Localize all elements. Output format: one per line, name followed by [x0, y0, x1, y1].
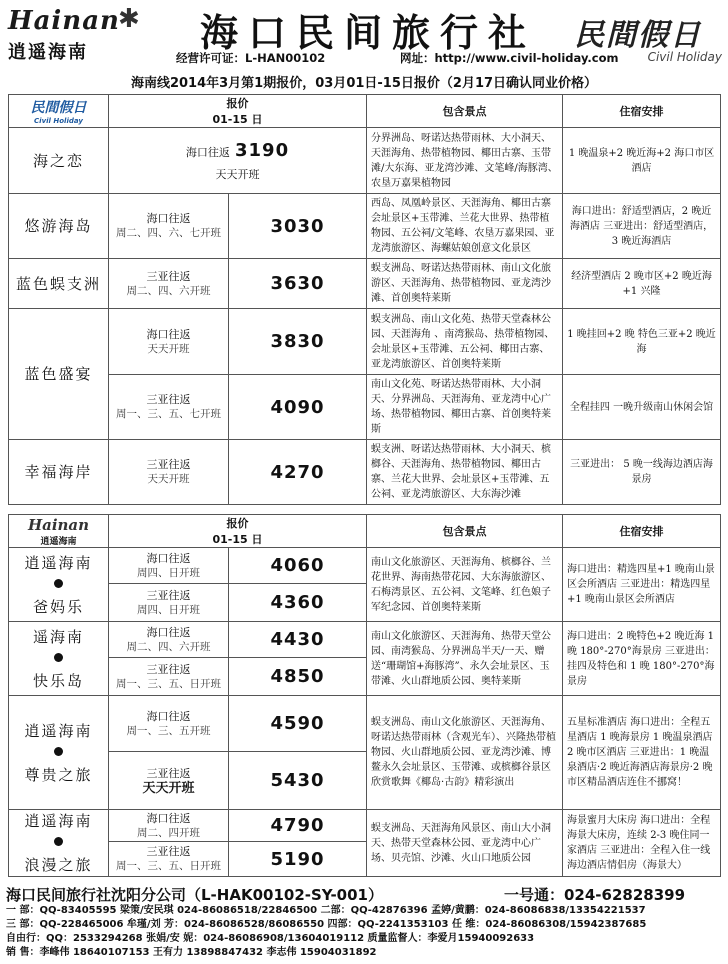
spots-cell: 蜈支洲岛、南山文化苑、热带天堂森林公园、天涯海角 、南湾猴岛、热带植物园、会址景区+玉带滩、五公祠、椰田古寨、亚龙湾旅游区、首创奥特莱斯 [367, 309, 563, 375]
palm-icon: ✱ [118, 4, 140, 34]
route-name: 海之恋 [9, 128, 109, 194]
departure-cell: 三亚往返 天天开班 [109, 752, 229, 810]
contact-line: 三 部：QQ-228465006 牟瑾/刘 芳：024-86086528/86086550 四部：QQ-2241353103 任 维：024-86086308/15942387685 [6, 919, 647, 930]
route-name: 蓝色蜈支洲 [9, 259, 109, 309]
spots-cell: 蜈支洲、呀诺达热带雨林、大小洞天、槟榔谷、天涯海角、热带植物园、椰田古寨、兰花大世界、会址景区+玉带滩、五公祠、亚龙湾旅游区、大东海沙滩 [367, 440, 563, 505]
bullet-icon [54, 579, 63, 588]
price-value: 4270 [229, 440, 367, 505]
stay-cell: 海口进出：2 晚特色+2 晚近海 1 晚 180°-270°海景房 三亚进出：挂四及特色和 1 晚 180°-270°海景房 [563, 622, 721, 696]
table-row [9, 548, 721, 584]
t1-spots-header: 包含景点 [367, 95, 563, 128]
price-value: 5430 [229, 752, 367, 810]
spots-cell: 南山文化旅游区、天涯海角、热带天堂公园、南湾猴岛、分界洲岛半天/一天、赠送“珊瑚馆+海豚湾”、永久会址景区、玉带滩、火山群地质公园、奥特莱斯 [367, 622, 563, 696]
price-value: 4790 [229, 810, 367, 842]
bullet-icon [54, 747, 63, 756]
table-row [9, 440, 721, 505]
price-value: 4850 [229, 658, 367, 696]
route-name: 逍遥海南 浪漫之旅 [9, 810, 109, 877]
route-name: 遥海南 快乐岛 [9, 622, 109, 696]
departure-cell: 海口往返 周四、日开班 [109, 548, 229, 584]
license: 经营许可证：L-HAN00102 [176, 51, 326, 65]
departure-cell: 海口往返 周二、四、六、七开班 [109, 194, 229, 259]
spots-cell: 南山文化旅游区、天涯海角、槟榔谷、兰花世界、海南热带花园、大东海旅游区、石梅湾景区、五公祠、文笔峰、红色娘子军纪念园、首创奥特莱斯 [367, 548, 563, 622]
stay-cell: 1 晚挂回+2 晚 特色三亚+2 晚近海 [563, 309, 721, 375]
price-value: 4430 [229, 622, 367, 658]
spots-cell: 分界洲岛、呀诺达热带雨林、大小洞天、天涯海角、热带植物园、椰田古寨、玉带滩/大东海、亚龙湾沙滩、文笔峰/海豚湾、农垦万嘉果植物园 [367, 128, 563, 194]
t1-logo: 民間假日 Civil Holiday [9, 95, 109, 128]
departure-cell: 三亚往返 周二、四、六开班 [109, 259, 229, 309]
contact-line: 自由行：QQ：2533294268 张娟/安 妮：024-86086908/13604019112 质量监督人：李爱月15940092633 [6, 933, 535, 944]
price-cell: 海口往返 3190 天天开班 [109, 128, 367, 194]
brand-cn: 民間假日 [574, 18, 702, 53]
spots-cell: 蜈支洲岛、南山文化旅游区、天涯海角、呀诺达热带雨林（含观光车）、兴隆热带植物园、火山群地质公园、亚龙湾沙滩、博鳌永久会址景区、玉带滩、或槟榔谷景区欣赏歌舞《椰岛·古韵》精彩演出 [367, 696, 563, 810]
logo-cn: 逍遥海南 [8, 42, 88, 63]
departure-cell: 三亚往返 周一、三、五、日开班 [109, 658, 229, 696]
departure-cell: 三亚往返 周一、三、五、日开班 [109, 842, 229, 877]
table-row [9, 194, 721, 259]
table-row [9, 375, 721, 440]
t2-price-header: 报价 01-15 日 [109, 515, 367, 548]
route-name: 蓝色盛宴 [9, 309, 109, 440]
price-value: 4090 [229, 375, 367, 440]
t2-logo: Hainan 逍遥海南 [9, 515, 109, 548]
t1-stay-header: 住宿安排 [563, 95, 721, 128]
stay-cell: 海口进出：精选四星+1 晚南山景区会所酒店 三亚进出：精选四星+1 晚南山景区会所酒店 [563, 548, 721, 622]
page-title: 海口民间旅行社 [200, 10, 537, 55]
departure-cell: 三亚往返 天天开班 [109, 440, 229, 505]
spots-cell: 西岛、凤凰岭景区、天涯海角、椰田古寨会址景区+玉带滩、兰花大世界、热带植物园、五公祠/文笔峰、农垦万嘉果园、亚龙湾旅游区、海螺姑娘创意文化景区 [367, 194, 563, 259]
subtitle: 海南线2014年3月第1期报价，03月01日-15日报价（2月17日确认同业价格） [130, 76, 598, 91]
website: 网址：http://www.civil-holiday.com [400, 51, 619, 65]
price-value: 3030 [229, 194, 367, 259]
table-row [9, 128, 721, 194]
departure-cell: 海口往返 天天开班 [109, 309, 229, 375]
contact-line: 销 售：李峰伟 18640107153 王有力 13898847432 李志伟 15904031892 [6, 947, 377, 958]
stay-cell: 经济型酒店 2 晚市区+2 晚近海+1 兴隆 [563, 259, 721, 309]
hotline: 一号通：024-62828399 [504, 886, 686, 904]
route-name: 幸福海岸 [9, 440, 109, 505]
bullet-icon [54, 837, 63, 846]
price-value: 4360 [229, 584, 367, 622]
price-table-1 [8, 94, 721, 505]
t2-stay-header: 住宿安排 [563, 515, 721, 548]
departure-cell: 海口往返 周二、四、六开班 [109, 622, 229, 658]
stay-cell: 三亚进出： 5 晚一线海边酒店海景房 [563, 440, 721, 505]
table-row [9, 259, 721, 309]
spots-cell: 蜈支洲岛、天涯海角风景区、南山大小洞天、热带天堂森林公园、亚龙湾中心广场、贝壳馆、沙滩、火山口地质公园 [367, 810, 563, 877]
brand-en: Civil Holiday [647, 50, 722, 64]
departure-cell: 海口往返 周二、四开班 [109, 810, 229, 842]
t1-price-header: 报价 01-15 日 [109, 95, 367, 128]
t2-spots-header: 包含景点 [367, 515, 563, 548]
table-row [9, 696, 721, 752]
price-value: 5190 [229, 842, 367, 877]
civil-holiday-logo [574, 10, 722, 70]
stay-cell: 1 晚温泉+2 晚近海+2 海口市区酒店 [563, 128, 721, 194]
bullet-icon [54, 653, 63, 662]
table-row [9, 622, 721, 658]
stay-cell: 全程挂四 一晚升级南山休闲会馆 [563, 375, 721, 440]
route-name: 逍遥海南 爸妈乐 [9, 548, 109, 622]
stay-cell: 海口进出：舒适型酒店，2 晚近海酒店 三亚进出：舒适型酒店，3 晚近海酒店 [563, 194, 721, 259]
departure-cell: 三亚往返 周一、三、五、七开班 [109, 375, 229, 440]
route-name: 逍遥海南 尊贵之旅 [9, 696, 109, 810]
stay-cell: 五星标准酒店 海口进出：全程五星酒店 1 晚海景房 1 晚温泉酒店 2 晚市区酒店 三亚进出：1 晚温泉酒店·2 晚近海酒店海景房·2 晚市区精品酒店连住不挪窝！ [563, 696, 721, 810]
price-value: 4590 [229, 696, 367, 752]
route-name: 悠游海岛 [9, 194, 109, 259]
price-value: 3630 [229, 259, 367, 309]
price-value: 4060 [229, 548, 367, 584]
table-row [9, 309, 721, 375]
table-row [9, 810, 721, 842]
contact-line: 一 部：QQ-83405595 梁策/安民琪 024-86086518/22846500 二部：QQ-42876396 孟婷/黄鹏：024-86086838/13354221537 [6, 905, 646, 916]
departure-cell: 三亚往返 周四、日开班 [109, 584, 229, 622]
spots-cell: 南山文化苑、呀诺达热带雨林、大小洞天、分界洲岛、天涯海角、亚龙湾中心广场、热带植物园、椰田古寨、首创奥特莱斯 [367, 375, 563, 440]
price-table-2 [8, 514, 721, 877]
departure-cell: 海口往返 周一、三、五开班 [109, 696, 229, 752]
price-value: 3830 [229, 309, 367, 375]
logo-script: Hainan [8, 6, 120, 36]
company-name: 海口民间旅行社沈阳分公司（L-HAK00102-SY-001） [6, 886, 383, 904]
stay-cell: 海景蜜月大床房 海口进出：全程海景大床房，连续 2-3 晚住同一家酒店 三亚进出：全程入住一线海边酒店情侣房（海景大） [563, 810, 721, 877]
spots-cell: 蜈支洲岛、呀诺达热带雨林、南山文化旅游区、天涯海角、热带植物园、亚龙湾沙滩、首创奥特莱斯 [367, 259, 563, 309]
